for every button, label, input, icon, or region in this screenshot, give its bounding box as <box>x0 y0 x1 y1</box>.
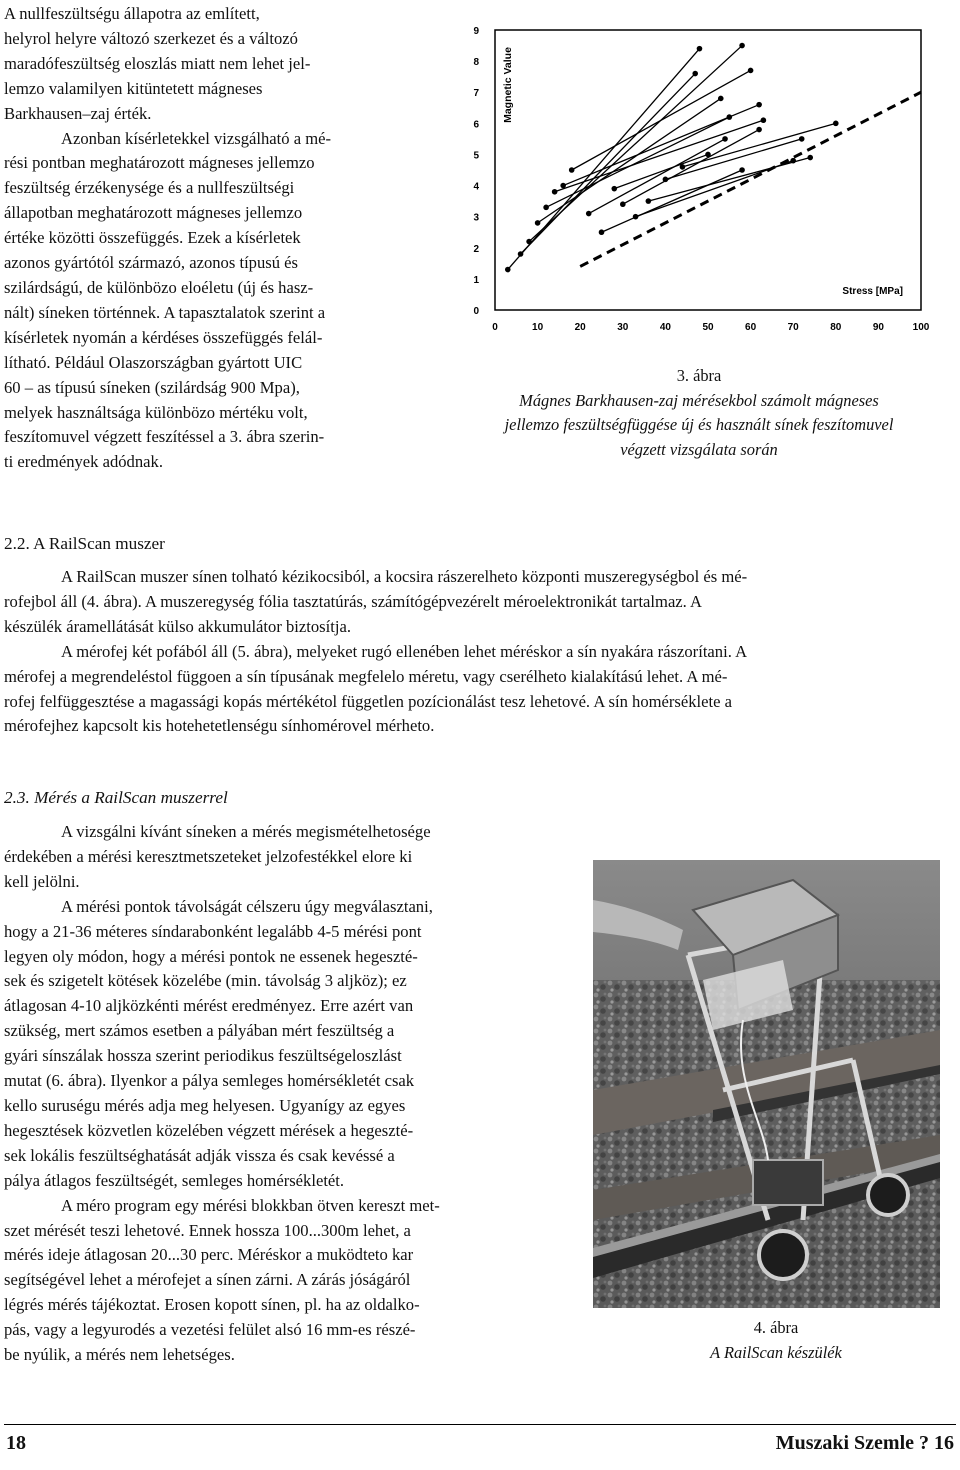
data-point <box>756 127 762 133</box>
paragraph-meresi-pontok <box>4 895 548 1194</box>
data-point <box>599 229 605 235</box>
paragraph-nullfeszultseg <box>4 2 422 127</box>
text-line: szilárdságú, de különbözo eloéletu (új és hasz- <box>4 277 314 297</box>
text-line: szet mérését teszi lehetové. Ennek hossza 100...300m lehet, a <box>4 1220 411 1240</box>
x-tick-label: 90 <box>872 322 884 333</box>
y-tick-label: 3 <box>473 212 479 224</box>
text-line: helyrol helyre változó szerkezet és a változó <box>4 28 298 48</box>
section-heading-2-3: 2.3. Mérés a RailScan muszerrel <box>4 788 228 807</box>
text-line: A RailScan muszer sínen tolható kézikocsiból, a kocsira rászerelheto központi muszeregységbol és mé- <box>61 567 748 586</box>
text-line: be nyúlik, a mérés nem lehetséges. <box>4 1345 235 1365</box>
text-line: lítható. Például Olaszországban gyártott UIC <box>4 352 303 372</box>
text-line: érdekében a mérési keresztmetszeteket jelzofestékkel elore ki <box>4 846 413 866</box>
text-line: lemzo valamilyen kitüntetett mágneses <box>4 78 263 98</box>
data-point <box>526 239 532 245</box>
series-segment <box>648 158 810 202</box>
data-point <box>560 183 566 189</box>
text-line: A vizsgálni kívánt síneken a mérés megismételhetosége <box>61 822 431 841</box>
text-line: rési pontban meghatározott mágneses jellemzo <box>4 153 315 173</box>
journal-name: Muszaki Szemle ? 16 <box>775 1432 954 1454</box>
paragraph-jelolni <box>4 820 548 895</box>
x-tick-label: 40 <box>659 322 671 333</box>
text-line: Azonban kísérletekkel vizsgálható a mé- <box>61 128 332 148</box>
series-segment <box>555 120 764 192</box>
text-line: legyen oly módon, hogy a mérési pontok ne essenek hegeszté- <box>4 946 418 966</box>
data-point <box>569 167 575 173</box>
x-tick-label: 60 <box>745 322 757 333</box>
y-tick-label: 6 <box>473 119 479 131</box>
paragraph-merofej <box>4 640 956 740</box>
text-line: kell jelölni. <box>4 871 80 891</box>
data-point <box>739 167 745 173</box>
y-tick-label: 1 <box>473 274 479 286</box>
trend-line <box>580 92 921 266</box>
data-point <box>543 205 549 211</box>
data-point <box>799 136 805 142</box>
text-line: A mérofej két pofából áll (5. ábra), melyeket rugó ellenében lehet méréskor a sín nyakára rászorítani. A <box>61 641 748 661</box>
text-line: feszítomuvel végzett feszítéssel a 3. ábra szerin- <box>4 427 325 447</box>
x-tick-label: 80 <box>830 322 842 333</box>
text-line: állapotban meghatározott mágneses jellemzo <box>4 203 303 223</box>
data-point <box>692 71 698 77</box>
text-line: sek és szigetelt kötések közelébe (min. távolság 3 aljköz); ez <box>4 971 407 991</box>
text-line: ti eredmények adódnak. <box>4 452 163 472</box>
paragraph-mero-program <box>4 1194 548 1368</box>
y-tick-label: 5 <box>473 150 479 162</box>
text-line: mérofejhez kapcsolt kis hotehetetlenségu sínhomérovel mérheto. <box>4 716 435 736</box>
y-tick-label: 7 <box>473 88 479 100</box>
data-point <box>739 43 745 49</box>
section-2-2-text <box>4 565 956 739</box>
section-2-3-text <box>4 820 548 1368</box>
text-line: segítségével lehet a mérofejet a sínen zárni. A zárás jóságáról <box>4 1270 411 1290</box>
data-point <box>505 267 511 273</box>
footer-divider <box>4 1424 956 1425</box>
series-segment <box>508 49 700 270</box>
text-line: melyek használtsága különbözo mértéku volt, <box>4 402 308 422</box>
data-point <box>756 102 762 108</box>
text-line: nált) síneken történnek. A tapasztalatok szerint a <box>4 302 326 322</box>
y-tick-label: 9 <box>473 26 479 37</box>
paragraph-railscan-muszer <box>4 565 956 640</box>
data-point <box>718 96 724 102</box>
data-point <box>697 46 703 52</box>
x-tick-label: 20 <box>574 322 586 333</box>
left-column-text <box>4 2 422 475</box>
text-line: pás, vagy a legyurodés a vezetési felület alsó 16 mm-es részé- <box>4 1320 416 1340</box>
series-segment <box>521 74 696 254</box>
series-segment <box>602 170 743 232</box>
text-line: maradófeszültség eloszlás miatt nem lehet jel- <box>4 53 311 73</box>
data-point <box>518 251 524 257</box>
figure-3-number: 3. ábra <box>676 366 722 385</box>
data-point <box>833 121 839 127</box>
text-line: kello suruségu mérés adja meg helyesen. Ugyanígy az egyes <box>4 1095 406 1115</box>
series-segment <box>529 46 742 242</box>
text-line: rofejbol áll (4. ábra). A muszeregység fólia tasztatúrás, számítógépvezérelt méroelektronikát tartalmaz. A <box>4 591 703 611</box>
figure-3-chart <box>463 22 948 352</box>
data-point <box>761 117 767 123</box>
text-line: pálya átlagos feszültségét, semleges homérsékletét. <box>4 1170 345 1190</box>
text-line: mérés ideje átlagosan 20...30 perc. Méréskor a muködteto kar <box>4 1245 414 1265</box>
y-tick-label: 4 <box>473 181 479 193</box>
figure-3-caption-line: végzett vizsgálata során <box>620 439 778 459</box>
figure-4-photo <box>593 860 940 1308</box>
y-tick-label: 8 <box>473 57 479 69</box>
magnetic-value-chart <box>463 22 948 352</box>
text-line: kísérletek nyomán a kérdéses összefüggés felál- <box>4 327 323 347</box>
text-line: A nullfeszültségu állapotra az említett, <box>4 4 260 23</box>
text-line: hegesztések közvetlen közelében végzett mérések a hegeszté- <box>4 1120 414 1140</box>
y-tick-label: 2 <box>473 243 479 255</box>
text-line: készülék áramellátását külso akkumulátor biztosítja. <box>4 616 351 636</box>
x-tick-label: 50 <box>702 322 714 333</box>
figure-3-caption-line: Mágnes Barkhausen-zaj mérésekbol számolt mágneses <box>519 390 879 410</box>
figure-3-caption <box>438 364 960 462</box>
plot-frame <box>495 30 921 310</box>
data-point <box>535 220 541 226</box>
paragraph-kiserletek <box>4 127 422 476</box>
text-line: szükség, mert számos esetben a pályában mért feszültség a <box>4 1021 395 1041</box>
text-line: mérofej a megrendeléstol függoen a sín típusának megfelelo méretu, vagy cserélheto kialakítású lehet. A mé- <box>4 666 728 686</box>
figure-4-caption <box>606 1316 946 1365</box>
x-tick-label: 10 <box>532 322 544 333</box>
section-heading-2-2: 2.2. A RailScan muszer <box>4 534 165 553</box>
x-tick-label: 0 <box>492 322 498 333</box>
data-point <box>722 136 728 142</box>
text-line: értéke közötti összefüggés. Ezek a kísérletek <box>4 228 301 248</box>
x-tick-label: 30 <box>617 322 629 333</box>
text-line: hogy a 21-36 méteres síndarabonként legalább 4-5 mérési pont <box>4 921 422 941</box>
text-line: gyári sínszálak hossza szerint periodikus feszültségeloszlást <box>4 1046 402 1066</box>
data-point <box>807 155 813 161</box>
text-line: átlagosan 4-10 aljközkénti mérést eredményez. Erre azért van <box>4 996 414 1016</box>
data-point <box>586 211 592 217</box>
x-tick-label: 70 <box>787 322 799 333</box>
text-line: azonos gyártótól származó, azonos típusú és <box>4 253 298 273</box>
figure-4-caption-text: A RailScan készülék <box>710 1342 842 1362</box>
text-line: feszültség érzékenysége és a nullfeszültségi <box>4 178 295 198</box>
data-point <box>552 189 558 195</box>
text-line: légrés mérés tájékoztat. Erosen kopott sínen, pl. ha az oldalko- <box>4 1295 420 1315</box>
x-tick-label: 100 <box>912 322 930 333</box>
page-number: 18 <box>6 1432 26 1454</box>
data-point <box>620 201 626 207</box>
y-axis-label: Magnetic Value <box>502 47 514 123</box>
data-point <box>611 186 617 192</box>
railscan-device-photo <box>593 860 940 1308</box>
figure-3-caption-line: jellemzo feszültségfüggése új és használt sínek feszítomuvel <box>504 415 894 435</box>
text-line: A mérési pontok távolságát célszeru úgy megválasztani, <box>61 896 433 916</box>
text-line: sek lokális feszültséghatását adják vissza és csak kevéssé a <box>4 1145 395 1165</box>
data-point <box>633 214 639 220</box>
data-point <box>748 68 754 74</box>
text-line: rofej felfüggesztése a magassági kopás mértékétol független pozícionálást tesz lehetové. A sín homérséklete a <box>4 691 733 711</box>
text-line: 60 – as típusú síneken (szilárdság 900 Mpa), <box>4 377 300 397</box>
series-segment <box>538 98 721 222</box>
data-point <box>663 177 669 183</box>
text-line: mutat (6. ábra). Ilyenkor a pálya semleges homérsékletét csak <box>4 1071 415 1091</box>
x-axis-label: Stress [MPa] <box>842 286 903 297</box>
text-line: A méro program egy mérési blokkban ötven kereszt met- <box>61 1195 440 1215</box>
data-point <box>680 164 686 170</box>
y-tick-label: 0 <box>473 306 479 317</box>
figure-4-number: 4. ábra <box>753 1318 799 1337</box>
text-line: Barkhausen–zaj érték. <box>4 103 152 123</box>
data-point <box>646 198 652 204</box>
